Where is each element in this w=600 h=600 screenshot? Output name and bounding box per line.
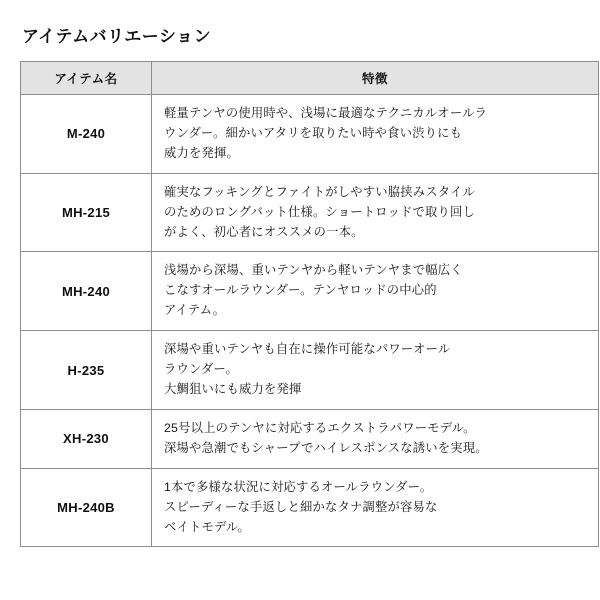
feature-line: ウンダー。細かいアタリを取りたい時や食い渋りにも [164, 125, 463, 140]
feature-line: 威力を発揮。 [164, 145, 239, 160]
table-body [21, 95, 599, 547]
item-feature-cell [152, 173, 599, 252]
item-name-cell: MH-215 [21, 173, 152, 252]
item-name-cell: M-240 [21, 95, 152, 174]
item-variation-table [20, 61, 599, 547]
feature-line: がよく、初心者にオススメの一本。 [164, 224, 364, 239]
column-header-feature: 特徴 [152, 62, 599, 95]
item-feature-cell [152, 331, 599, 410]
feature-line: アイテム。 [164, 303, 226, 318]
item-name-cell: XH-230 [21, 409, 152, 468]
feature-line: 浅場から深場、重いテンヤから軽いテンヤまで幅広く [164, 263, 463, 278]
table-row [21, 331, 599, 410]
table-row [21, 173, 599, 252]
feature-line: 軽量テンヤの使用時や、浅場に最適なテクニカルオールラ [164, 106, 488, 120]
feature-line: ラウンダー。 [164, 362, 238, 377]
column-header-item-name: アイテム名 [21, 62, 152, 95]
item-feature-cell [152, 468, 599, 547]
item-name-cell: H-235 [21, 331, 152, 410]
table-row [21, 252, 599, 331]
feature-line: 深場や急潮でもシャープでハイレスポンスな誘いを実現。 [164, 440, 488, 455]
feature-line: こなすオールラウンダー。テンヤロッドの中心的 [164, 283, 437, 298]
item-feature-cell [152, 409, 599, 468]
table-row [21, 409, 599, 468]
item-feature-cell [152, 252, 599, 331]
table-header-row [21, 62, 599, 95]
page-title: アイテムバリエーション [22, 27, 212, 46]
feature-line: 1本で多様な状況に対応するオールラウンダー。 [164, 479, 433, 494]
item-name-cell: MH-240 [21, 252, 152, 331]
table-header [21, 62, 599, 95]
table-row [21, 95, 599, 174]
feature-line: ベイトモデル。 [164, 519, 250, 534]
feature-line: 大鯛狙いにも威力を発揮 [164, 381, 302, 396]
feature-line: のためのロングバット仕様。ショートロッドで取り回し [164, 204, 475, 219]
feature-line: スピーディーな手返しと細かなタナ調整が容易な [164, 499, 438, 514]
feature-line: 確実なフッキングとファイトがしやすい脇挟みスタイル [164, 184, 475, 199]
feature-line: 25号以上のテンヤに対応するエクストラパワーモデル。 [164, 420, 476, 435]
item-name-cell: MH-240B [21, 468, 152, 547]
item-feature-cell [152, 95, 599, 174]
feature-line: 深場や重いテンヤも自在に操作可能なパワーオール [164, 342, 451, 357]
table-row [21, 468, 599, 547]
